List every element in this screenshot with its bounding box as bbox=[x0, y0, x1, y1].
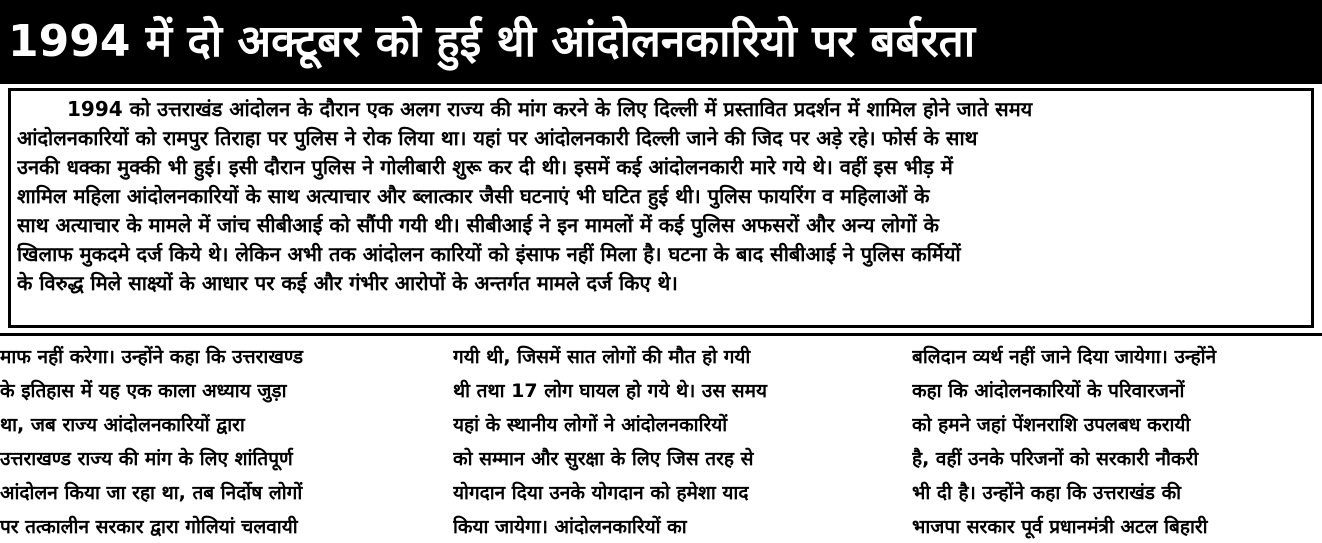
column-line: भाजपा सरकार पूर्व प्रधानमंत्री अटल बिहारी bbox=[912, 516, 1208, 538]
column-line: भी दी है। उन्होंने कहा कि उत्तराखंड की bbox=[912, 482, 1182, 504]
headline-text: 1994 में दो अक्टूबर को हुई थी आंदोलनकारियो पर बर्बरता bbox=[8, 16, 976, 67]
column-line: यहां के स्थानीय लोगों ने आंदोलनकारियों bbox=[453, 414, 728, 436]
article-column-2 bbox=[453, 340, 873, 543]
boxed-story-line: के विरुद्ध मिले साक्ष्यों के आधार पर कई और गंभीर आरोपों के अन्तर्गत मामले दर्ज किए थे। bbox=[17, 271, 678, 295]
column-line: था, जब राज्य आंदोलनकारियों द्वारा bbox=[0, 414, 245, 436]
boxed-story bbox=[8, 88, 1314, 328]
column-line: थी तथा 17 लोग घायल हो गये थे। उस समय bbox=[453, 380, 768, 402]
column-line: माफ नहीं करेगा। उन्होंने कहा कि उत्तराखण्ड bbox=[0, 346, 304, 368]
column-line: को हमने जहां पेंशनराशि उपलबध करायी bbox=[912, 414, 1191, 436]
boxed-story-line: उनकी धक्का मुक्की भी हुई। इसी दौरान पुलिस ने गोलीबारी शुरू कर दी थी। इसमें कई आंदोलनकारी मारे गये थे। वहीं इस भीड़ में bbox=[17, 155, 953, 179]
headline bbox=[0, 0, 1322, 84]
column-line: उत्तराखण्ड राज्य की मांग के लिए शांतिपूर्ण bbox=[0, 448, 293, 470]
column-line: बलिदान व्यर्थ नहीं जाने दिया जायेगा। उन्होंने bbox=[912, 346, 1217, 368]
article-column-1 bbox=[0, 340, 418, 543]
article-column-3 bbox=[912, 340, 1322, 543]
boxed-story-line: 1994 को उत्तराखंड आंदोलन के दौरान एक अलग राज्य की मांग करने के लिए दिल्ली में प्रस्तावित प्रदर्शन में शामिल होने जाते समय bbox=[67, 97, 1033, 121]
boxed-story-line: शामिल महिला आंदोलनकारियों के साथ अत्याचार और ब्लात्कार जैसी घटनाएं भी घटित हुई थी। पुलिस फायरिंग व महिलाओं के bbox=[17, 184, 930, 208]
boxed-story-line: आंदोलनकारियों को रामपुर तिराहा पर पुलिस ने रोक लिया था। यहां पर आंदोलनकारी दिल्ली जाने की जिद पर अड़े रहे। फोर्स के साथ bbox=[17, 126, 978, 150]
column-line: को सम्मान और सुरक्षा के लिए जिस तरह से bbox=[453, 448, 754, 470]
boxed-story-line: साथ अत्याचार के मामले में जांच सीबीआई को सौंपी गयी थी। सीबीआई ने इन मामलों में कई पुलिस अफसरों और अन्य लोगों के bbox=[17, 213, 939, 237]
column-line: के इतिहास में यह एक काला अध्याय जुड़ा bbox=[0, 380, 287, 402]
boxed-story-line: खिलाफ मुकदमे दर्ज किये थे। लेकिन अभी तक आंदोलन कारियों को इंसाफ नहीं मिला है। घटना के बाद सीबीआई ने पुलिस कर्मियों bbox=[17, 242, 961, 266]
column-line: पर तत्कालीन सरकार द्वारा गोलियां चलवायी bbox=[0, 516, 298, 538]
section-divider bbox=[0, 333, 1322, 336]
column-line: गयी थी, जिसमें सात लोगों की मौत हो गयी bbox=[453, 346, 751, 368]
column-line: है, वहीं उनके परिजनों को सरकारी नौकरी bbox=[912, 448, 1199, 470]
column-line: कहा कि आंदोलनकारियों के परिवारजनों bbox=[912, 380, 1185, 402]
column-line: आंदोलन किया जा रहा था, तब निर्दोष लोगों bbox=[0, 482, 303, 504]
column-line: किया जायेगा। आंदोलनकारियों का bbox=[453, 516, 687, 538]
column-line: योगदान दिया उनके योगदान को हमेशा याद bbox=[453, 482, 749, 504]
